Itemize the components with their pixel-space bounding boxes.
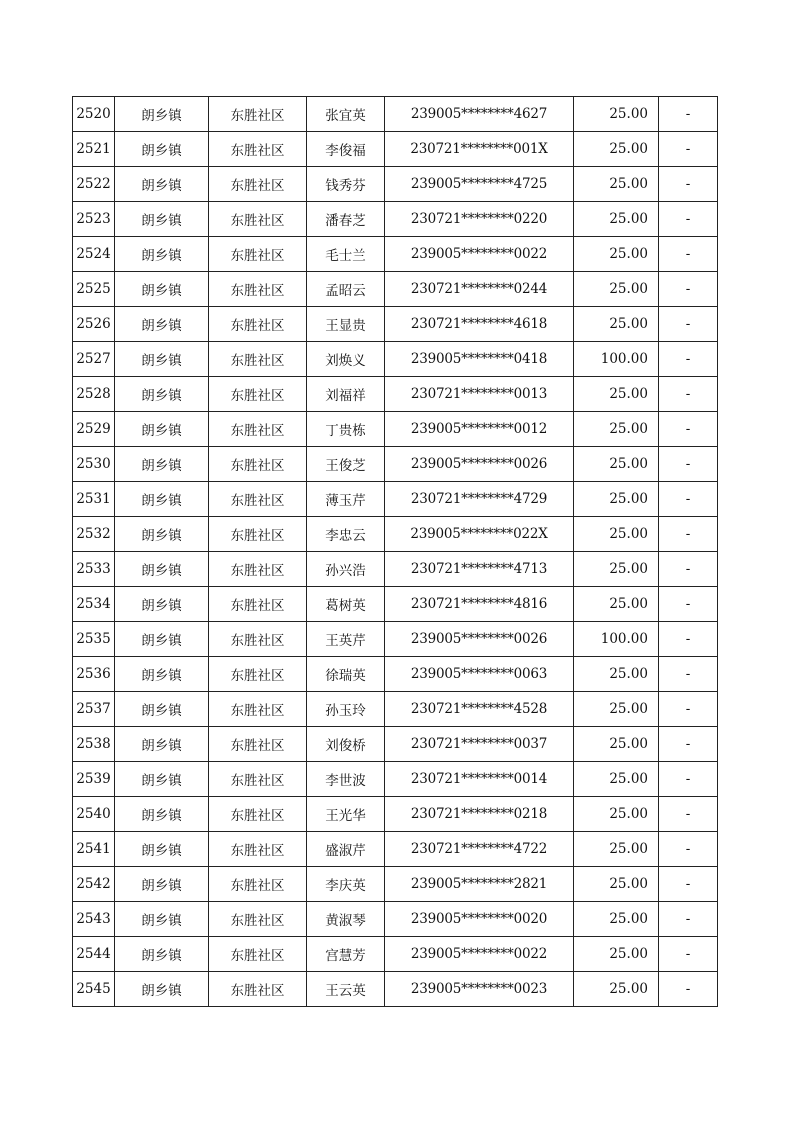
community-cell: 东胜社区 xyxy=(209,97,307,132)
community-cell: 东胜社区 xyxy=(209,412,307,447)
town-cell: 朗乡镇 xyxy=(115,587,209,622)
town-cell: 朗乡镇 xyxy=(115,412,209,447)
community-cell: 东胜社区 xyxy=(209,692,307,727)
town-cell: 朗乡镇 xyxy=(115,797,209,832)
note-cell: - xyxy=(659,797,718,832)
note-cell: - xyxy=(659,377,718,412)
id-number-cell: 239005********0026 xyxy=(385,447,574,482)
amount-cell: 25.00 xyxy=(574,167,659,202)
person-name-cell: 王光华 xyxy=(307,797,385,832)
town-cell: 朗乡镇 xyxy=(115,237,209,272)
note-cell: - xyxy=(659,762,718,797)
row-number-cell: 2536 xyxy=(73,657,115,692)
row-number-cell: 2537 xyxy=(73,692,115,727)
person-name-cell: 葛树英 xyxy=(307,587,385,622)
id-number-cell: 239005********0012 xyxy=(385,412,574,447)
id-number-cell: 230721********4713 xyxy=(385,552,574,587)
amount-cell: 25.00 xyxy=(574,447,659,482)
row-number-cell: 2539 xyxy=(73,762,115,797)
person-name-cell: 钱秀芬 xyxy=(307,167,385,202)
community-cell: 东胜社区 xyxy=(209,202,307,237)
community-cell: 东胜社区 xyxy=(209,237,307,272)
note-cell: - xyxy=(659,587,718,622)
community-cell: 东胜社区 xyxy=(209,972,307,1007)
id-number-cell: 230721********4618 xyxy=(385,307,574,342)
amount-cell: 25.00 xyxy=(574,727,659,762)
town-cell: 朗乡镇 xyxy=(115,622,209,657)
table-row xyxy=(73,587,718,622)
id-number-cell: 239005********0022 xyxy=(385,237,574,272)
person-name-cell: 王英芹 xyxy=(307,622,385,657)
person-name-cell: 宫慧芳 xyxy=(307,937,385,972)
town-cell: 朗乡镇 xyxy=(115,202,209,237)
table-row xyxy=(73,902,718,937)
note-cell: - xyxy=(659,972,718,1007)
community-cell: 东胜社区 xyxy=(209,342,307,377)
table-row xyxy=(73,447,718,482)
person-name-cell: 毛士兰 xyxy=(307,237,385,272)
amount-cell: 25.00 xyxy=(574,517,659,552)
id-number-cell: 239005********022X xyxy=(385,517,574,552)
table-row xyxy=(73,762,718,797)
town-cell: 朗乡镇 xyxy=(115,762,209,797)
table-row xyxy=(73,482,718,517)
note-cell: - xyxy=(659,867,718,902)
table-row xyxy=(73,797,718,832)
row-number-cell: 2524 xyxy=(73,237,115,272)
table-row xyxy=(73,307,718,342)
person-name-cell: 徐瑞英 xyxy=(307,657,385,692)
town-cell: 朗乡镇 xyxy=(115,307,209,342)
table-row xyxy=(73,727,718,762)
community-cell: 东胜社区 xyxy=(209,132,307,167)
row-number-cell: 2530 xyxy=(73,447,115,482)
amount-cell: 25.00 xyxy=(574,692,659,727)
town-cell: 朗乡镇 xyxy=(115,972,209,1007)
amount-cell: 25.00 xyxy=(574,482,659,517)
community-cell: 东胜社区 xyxy=(209,272,307,307)
amount-cell: 100.00 xyxy=(574,342,659,377)
id-number-cell: 239005********4725 xyxy=(385,167,574,202)
amount-cell: 25.00 xyxy=(574,902,659,937)
person-name-cell: 刘俊桥 xyxy=(307,727,385,762)
row-number-cell: 2542 xyxy=(73,867,115,902)
person-name-cell: 孙玉玲 xyxy=(307,692,385,727)
row-number-cell: 2534 xyxy=(73,587,115,622)
community-cell: 东胜社区 xyxy=(209,657,307,692)
id-number-cell: 230721********0218 xyxy=(385,797,574,832)
id-number-cell: 239005********0020 xyxy=(385,902,574,937)
id-number-cell: 239005********2821 xyxy=(385,867,574,902)
id-number-cell: 239005********0022 xyxy=(385,937,574,972)
community-cell: 东胜社区 xyxy=(209,762,307,797)
community-cell: 东胜社区 xyxy=(209,867,307,902)
community-cell: 东胜社区 xyxy=(209,727,307,762)
community-cell: 东胜社区 xyxy=(209,937,307,972)
note-cell: - xyxy=(659,307,718,342)
table-row xyxy=(73,342,718,377)
amount-cell: 25.00 xyxy=(574,832,659,867)
amount-cell: 25.00 xyxy=(574,132,659,167)
row-number-cell: 2528 xyxy=(73,377,115,412)
table-row xyxy=(73,272,718,307)
amount-cell: 25.00 xyxy=(574,272,659,307)
table-row xyxy=(73,202,718,237)
id-number-cell: 239005********0063 xyxy=(385,657,574,692)
row-number-cell: 2533 xyxy=(73,552,115,587)
person-name-cell: 薄玉芹 xyxy=(307,482,385,517)
note-cell: - xyxy=(659,937,718,972)
person-name-cell: 孙兴浩 xyxy=(307,552,385,587)
note-cell: - xyxy=(659,622,718,657)
row-number-cell: 2525 xyxy=(73,272,115,307)
person-name-cell: 黄淑琴 xyxy=(307,902,385,937)
amount-cell: 25.00 xyxy=(574,867,659,902)
row-number-cell: 2531 xyxy=(73,482,115,517)
id-number-cell: 230721********0013 xyxy=(385,377,574,412)
table-row xyxy=(73,97,718,132)
note-cell: - xyxy=(659,447,718,482)
community-cell: 东胜社区 xyxy=(209,902,307,937)
table-row xyxy=(73,972,718,1007)
note-cell: - xyxy=(659,272,718,307)
amount-cell: 25.00 xyxy=(574,377,659,412)
community-cell: 东胜社区 xyxy=(209,377,307,412)
town-cell: 朗乡镇 xyxy=(115,902,209,937)
id-number-cell: 230721********4722 xyxy=(385,832,574,867)
community-cell: 东胜社区 xyxy=(209,552,307,587)
id-number-cell: 239005********0023 xyxy=(385,972,574,1007)
id-number-cell: 230721********4816 xyxy=(385,587,574,622)
person-name-cell: 张宜英 xyxy=(307,97,385,132)
id-number-cell: 239005********4627 xyxy=(385,97,574,132)
amount-cell: 25.00 xyxy=(574,762,659,797)
id-number-cell: 230721********0014 xyxy=(385,762,574,797)
amount-cell: 25.00 xyxy=(574,937,659,972)
note-cell: - xyxy=(659,832,718,867)
amount-cell: 25.00 xyxy=(574,97,659,132)
note-cell: - xyxy=(659,202,718,237)
community-cell: 东胜社区 xyxy=(209,797,307,832)
row-number-cell: 2541 xyxy=(73,832,115,867)
note-cell: - xyxy=(659,902,718,937)
person-name-cell: 潘春芝 xyxy=(307,202,385,237)
id-number-cell: 230721********0037 xyxy=(385,727,574,762)
town-cell: 朗乡镇 xyxy=(115,692,209,727)
note-cell: - xyxy=(659,517,718,552)
community-cell: 东胜社区 xyxy=(209,482,307,517)
note-cell: - xyxy=(659,167,718,202)
id-number-cell: 230721********0244 xyxy=(385,272,574,307)
id-number-cell: 239005********0026 xyxy=(385,622,574,657)
table-row xyxy=(73,657,718,692)
note-cell: - xyxy=(659,412,718,447)
row-number-cell: 2527 xyxy=(73,342,115,377)
id-number-cell: 230721********4528 xyxy=(385,692,574,727)
row-number-cell: 2540 xyxy=(73,797,115,832)
row-number-cell: 2526 xyxy=(73,307,115,342)
community-cell: 东胜社区 xyxy=(209,307,307,342)
note-cell: - xyxy=(659,692,718,727)
id-number-cell: 230721********0220 xyxy=(385,202,574,237)
community-cell: 东胜社区 xyxy=(209,622,307,657)
data-table xyxy=(72,96,718,1007)
table-row xyxy=(73,412,718,447)
person-name-cell: 盛淑芹 xyxy=(307,832,385,867)
amount-cell: 25.00 xyxy=(574,237,659,272)
community-cell: 东胜社区 xyxy=(209,832,307,867)
table-row xyxy=(73,167,718,202)
row-number-cell: 2532 xyxy=(73,517,115,552)
table-body xyxy=(73,97,718,1007)
town-cell: 朗乡镇 xyxy=(115,552,209,587)
table-row xyxy=(73,622,718,657)
amount-cell: 25.00 xyxy=(574,587,659,622)
person-name-cell: 李庆英 xyxy=(307,867,385,902)
town-cell: 朗乡镇 xyxy=(115,832,209,867)
town-cell: 朗乡镇 xyxy=(115,167,209,202)
person-name-cell: 李世波 xyxy=(307,762,385,797)
amount-cell: 25.00 xyxy=(574,972,659,1007)
person-name-cell: 王云英 xyxy=(307,972,385,1007)
community-cell: 东胜社区 xyxy=(209,587,307,622)
community-cell: 东胜社区 xyxy=(209,517,307,552)
note-cell: - xyxy=(659,342,718,377)
town-cell: 朗乡镇 xyxy=(115,657,209,692)
community-cell: 东胜社区 xyxy=(209,447,307,482)
table-row xyxy=(73,237,718,272)
id-number-cell: 230721********001X xyxy=(385,132,574,167)
person-name-cell: 李俊福 xyxy=(307,132,385,167)
row-number-cell: 2544 xyxy=(73,937,115,972)
amount-cell: 25.00 xyxy=(574,202,659,237)
town-cell: 朗乡镇 xyxy=(115,517,209,552)
row-number-cell: 2521 xyxy=(73,132,115,167)
person-name-cell: 李忠云 xyxy=(307,517,385,552)
note-cell: - xyxy=(659,727,718,762)
town-cell: 朗乡镇 xyxy=(115,867,209,902)
row-number-cell: 2523 xyxy=(73,202,115,237)
table-row xyxy=(73,692,718,727)
note-cell: - xyxy=(659,552,718,587)
person-name-cell: 孟昭云 xyxy=(307,272,385,307)
person-name-cell: 刘福祥 xyxy=(307,377,385,412)
row-number-cell: 2520 xyxy=(73,97,115,132)
note-cell: - xyxy=(659,657,718,692)
town-cell: 朗乡镇 xyxy=(115,132,209,167)
town-cell: 朗乡镇 xyxy=(115,447,209,482)
amount-cell: 25.00 xyxy=(574,307,659,342)
table-row xyxy=(73,132,718,167)
note-cell: - xyxy=(659,482,718,517)
row-number-cell: 2529 xyxy=(73,412,115,447)
row-number-cell: 2538 xyxy=(73,727,115,762)
table-row xyxy=(73,552,718,587)
note-cell: - xyxy=(659,132,718,167)
town-cell: 朗乡镇 xyxy=(115,272,209,307)
town-cell: 朗乡镇 xyxy=(115,342,209,377)
note-cell: - xyxy=(659,237,718,272)
id-number-cell: 230721********4729 xyxy=(385,482,574,517)
amount-cell: 25.00 xyxy=(574,552,659,587)
note-cell: - xyxy=(659,97,718,132)
person-name-cell: 王俊芝 xyxy=(307,447,385,482)
town-cell: 朗乡镇 xyxy=(115,937,209,972)
table-row xyxy=(73,517,718,552)
table-row xyxy=(73,832,718,867)
row-number-cell: 2535 xyxy=(73,622,115,657)
town-cell: 朗乡镇 xyxy=(115,377,209,412)
row-number-cell: 2545 xyxy=(73,972,115,1007)
community-cell: 东胜社区 xyxy=(209,167,307,202)
amount-cell: 100.00 xyxy=(574,622,659,657)
town-cell: 朗乡镇 xyxy=(115,727,209,762)
table-row xyxy=(73,377,718,412)
amount-cell: 25.00 xyxy=(574,657,659,692)
town-cell: 朗乡镇 xyxy=(115,97,209,132)
person-name-cell: 王显贵 xyxy=(307,307,385,342)
person-name-cell: 刘焕义 xyxy=(307,342,385,377)
table-row xyxy=(73,937,718,972)
person-name-cell: 丁贵栋 xyxy=(307,412,385,447)
row-number-cell: 2543 xyxy=(73,902,115,937)
amount-cell: 25.00 xyxy=(574,412,659,447)
table-row xyxy=(73,867,718,902)
row-number-cell: 2522 xyxy=(73,167,115,202)
town-cell: 朗乡镇 xyxy=(115,482,209,517)
amount-cell: 25.00 xyxy=(574,797,659,832)
id-number-cell: 239005********0418 xyxy=(385,342,574,377)
